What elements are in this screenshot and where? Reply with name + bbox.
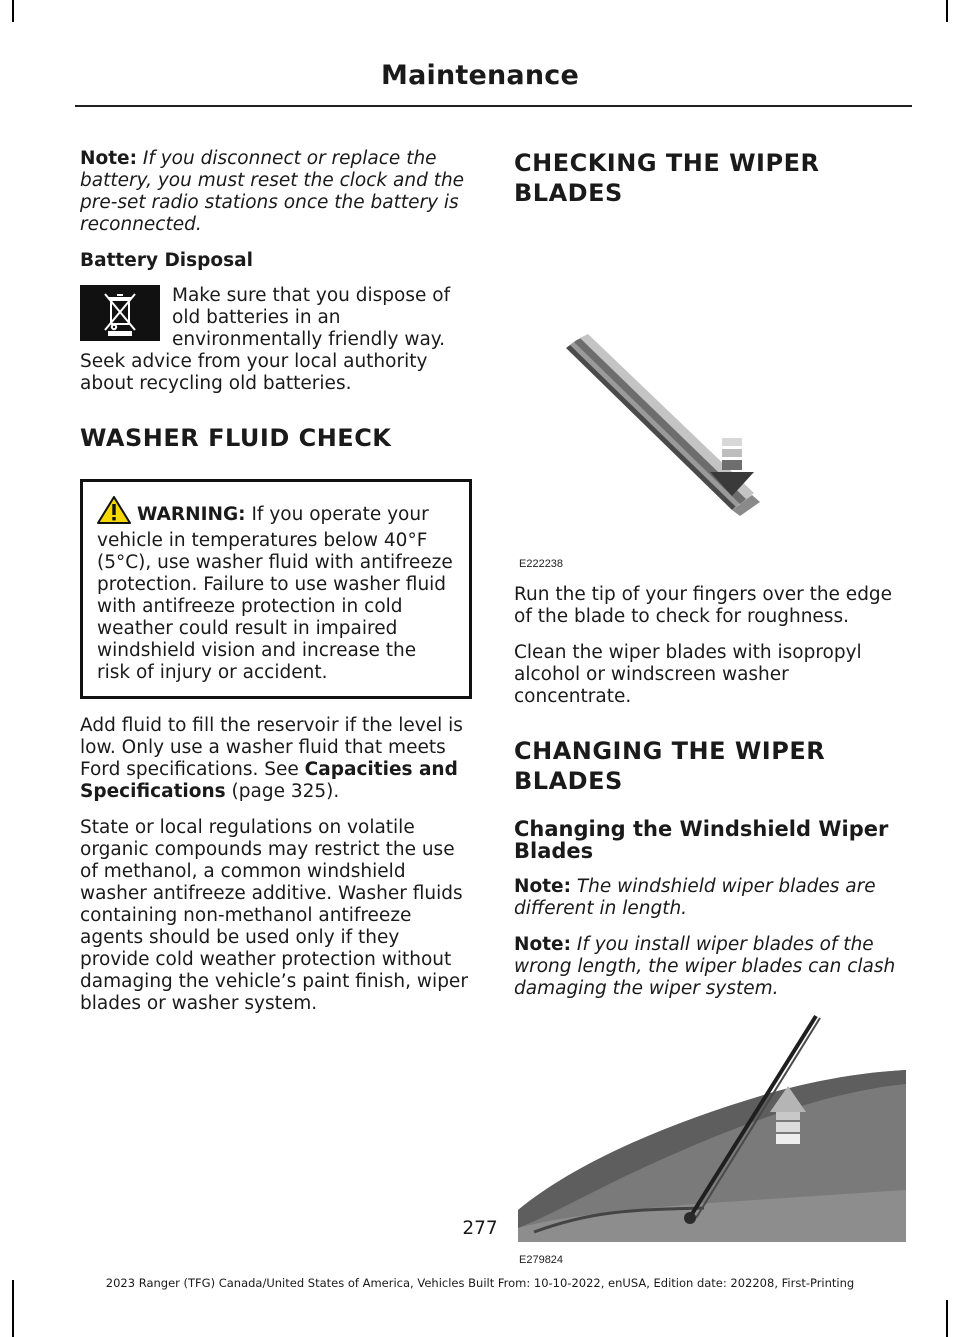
fill-reservoir-paragraph (80, 715, 472, 803)
footer-text: 2023 Ranger (TFG) Canada/United States of America, Vehicles Built From: 10-10-2022, enUSA, Edition date: 202208, First-Printing (105, 1276, 855, 1290)
note-text: If you disconnect or replace the battery, you must reset the clock and the pre-set radio stations once the battery is reconnected. (80, 148, 465, 235)
check-roughness-paragraph: Run the tip of your fingers over the edge of the blade to check for roughness. (514, 584, 893, 627)
note-label: Note: (514, 876, 571, 897)
figure-code: E279824 (519, 1254, 564, 1266)
changing-subheading: Changing the Windshield Wiper Blades (514, 817, 889, 863)
washer-fluid-heading: WASHER FLUID CHECK (80, 424, 392, 452)
warning-label: WARNING: (137, 504, 246, 525)
clean-blades-paragraph: Clean the wiper blades with isopropyl alcohol or windscreen washer concentrate. (514, 642, 862, 707)
checking-wiper-heading (514, 148, 906, 208)
wiper-blade-figure (514, 218, 906, 570)
note-label: Note: (80, 148, 137, 169)
warning-text: If you operate your vehicle in temperatures below 40°F (5°C), use washer fluid with antifreeze protection. Failure to use washer fluid with antifreeze protection in cold weather could result in impaired windshield vision and increase the risk of injury or accident. (97, 504, 453, 683)
capacities-link[interactable]: Capacities and Specifications (80, 759, 458, 802)
length-note (514, 876, 906, 920)
page-reference: (page 325). (225, 781, 340, 802)
battery-disposal-text: Make sure that you dispose of old batteries in an environmentally friendly way. Seek advice from your local authority about recycling old batteries. (80, 285, 451, 394)
checking-heading-line2: BLADES (514, 179, 623, 207)
crop-mark (12, 0, 14, 22)
clash-note (514, 934, 906, 1000)
figure-code: E222238 (519, 558, 564, 570)
warning-paragraph (97, 496, 455, 684)
note-text: The windshield wiper blades are different in length. (514, 876, 876, 919)
changing-heading-line1: CHANGING THE WIPER (514, 737, 826, 765)
note-text: If you install wiper blades of the wrong length, the wiper blades can clash damaging the wiper system. (514, 934, 896, 999)
regulations-paragraph: State or local regulations on volatile organic compounds may restrict the use of methanol, a common windshield washer antifreeze additive. Washer fluids containing non-methanol antifreeze agents should be used only if they provide cold weather protection without damaging the vehicle’s paint finish, wiper blades or washer system. (80, 817, 468, 1014)
header-divider (75, 105, 912, 107)
changing-wiper-heading (514, 736, 906, 796)
right-column (514, 148, 906, 1274)
warning-triangle-icon (97, 496, 131, 530)
page-number: 277 (462, 1218, 498, 1239)
crop-mark (946, 1300, 948, 1337)
battery-disposal-block (80, 285, 472, 395)
battery-note (80, 148, 472, 236)
wiper-blade-illustration (514, 218, 906, 518)
page-title: Maintenance (381, 60, 579, 91)
fill-text: Add fluid to fill the reservoir if the level is low. Only use a washer fluid that meets Ford specifications. See (80, 715, 463, 780)
checking-heading-line1: CHECKING THE WIPER (514, 149, 820, 177)
battery-disposal-heading: Battery Disposal (80, 250, 253, 271)
warning-box (80, 479, 472, 699)
crop-mark (946, 0, 948, 22)
left-column (80, 148, 472, 1029)
note-label: Note: (514, 934, 571, 955)
crossed-out-wheelie-bin-icon (80, 285, 160, 341)
changing-heading-line2: BLADES (514, 767, 623, 795)
